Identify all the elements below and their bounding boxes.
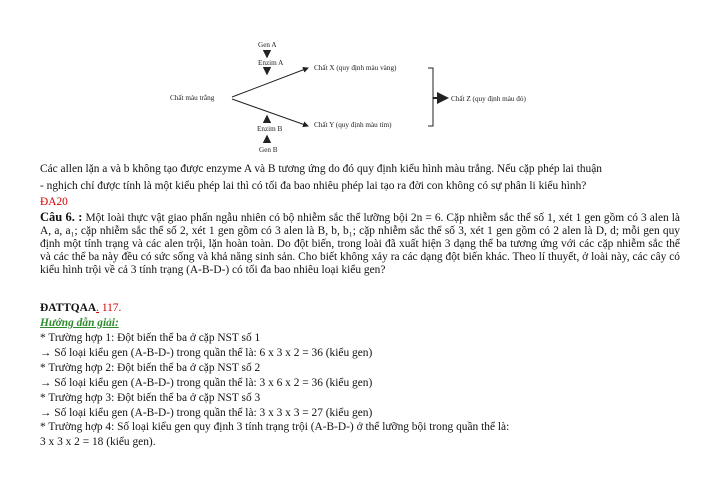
- enzim-b-label: Enzim B: [257, 125, 283, 133]
- question-6-text: Một loài thực vật giao phấn ngẫu nhiên có bộ nhiễm sắc thể lưỡng bội 2n = 6. Cặp nhiễm sắc thể số 1, xét 1 gen gồm có 3 alen là A, a, a₁; cặp nhiễm sắc thể số 2, xét 1 gen gồm có 3 alen là B, b, b₁; cặp nhiễm sắc thể số 3, xét 1 gen gồm có 2 alen là D, d; mỗi gen quy định một tính trạng và các alen trội, lặn hoàn toàn. Do đột biến, trong loài đã xuất hiện 3 dạng thể ba tương ứng với các cặp nhiễm sắc thể và các thể ba này đều có sức sống và khả năng sinh sản. Cho biết không xảy ra các dạng đột biến khác. Theo lí thuyết, ở loài này, các cây có kiểu hình trội về cả 3 tính trạng (A-B-D-) có tối đa bao nhiêu loại kiểu gen?: [40, 212, 680, 276]
- gen-a-label: Gen A: [258, 41, 277, 49]
- intro-line-1: Các allen lặn a và b không tạo được enzyme A và B tương ứng do đó quy định kiểu hình màu trắng. Nếu cặp phép lai thuận: [40, 163, 602, 175]
- guide-line-5: * Trường hợp 3: Đột biến thể ba ở cặp NST số 3: [40, 392, 261, 404]
- guide-line-6: → Số loại kiểu gen (A-B-D-) trong quần thể là: 3 x 3 x 3 = 27 (kiểu gen): [40, 407, 373, 419]
- answer-6: [40, 302, 121, 315]
- pathway-y-line: [232, 99, 308, 126]
- answer-6-sep: .: [96, 302, 99, 314]
- guide-line-8: 3 x 3 x 2 = 18 (kiểu gen).: [40, 436, 156, 448]
- guide-line-3: * Trường hợp 2: Đột biến thể ba ở cặp NST số 2: [40, 362, 261, 374]
- guide-line-7: * Trường hợp 4: Số loại kiểu gen quy định 3 tính trạng trội (A-B-D-) ở thể lưỡng bội trong quần thể là:: [40, 421, 510, 433]
- gen-b-label: Gen B: [259, 146, 278, 154]
- pathway-x-line: [232, 68, 308, 97]
- white-substance-label: Chất màu trắng: [170, 94, 215, 102]
- merge-bracket: [428, 68, 433, 126]
- intro-line-2: - nghịch chỉ được tính là một kiểu phép lai thì có tối đa bao nhiêu phép lai tạo ra đời con không có sự phân li kiểu hình?: [40, 180, 587, 192]
- substance-y-label: Chất Y (quy định màu tím): [314, 121, 392, 129]
- question-6: [40, 211, 680, 277]
- substance-z-label: Chất Z (quy định màu đỏ): [451, 95, 526, 103]
- substance-x-label: Chất X (quy định màu vàng): [314, 64, 397, 72]
- intro-answer: ĐA20: [40, 196, 68, 208]
- question-6-label: Câu 6. :: [40, 210, 83, 224]
- pathway-diagram: [0, 0, 714, 160]
- answer-6-label: ĐATTQAA: [40, 302, 97, 314]
- guide-line-4: → Số loại kiểu gen (A-B-D-) trong quần thể là: 3 x 6 x 2 = 36 (kiểu gen): [40, 377, 373, 389]
- guide-line-1: * Trường hợp 1: Đột biến thể ba ở cặp NST số 1: [40, 332, 261, 344]
- guide-line-2: → Số loại kiểu gen (A-B-D-) trong quần thể là: 6 x 3 x 2 = 36 (kiểu gen): [40, 347, 373, 359]
- guide-title: Hướng dẫn giải:: [40, 317, 119, 329]
- enzim-a-label: Enzim A: [258, 59, 284, 67]
- answer-6-value: 117.: [98, 302, 122, 314]
